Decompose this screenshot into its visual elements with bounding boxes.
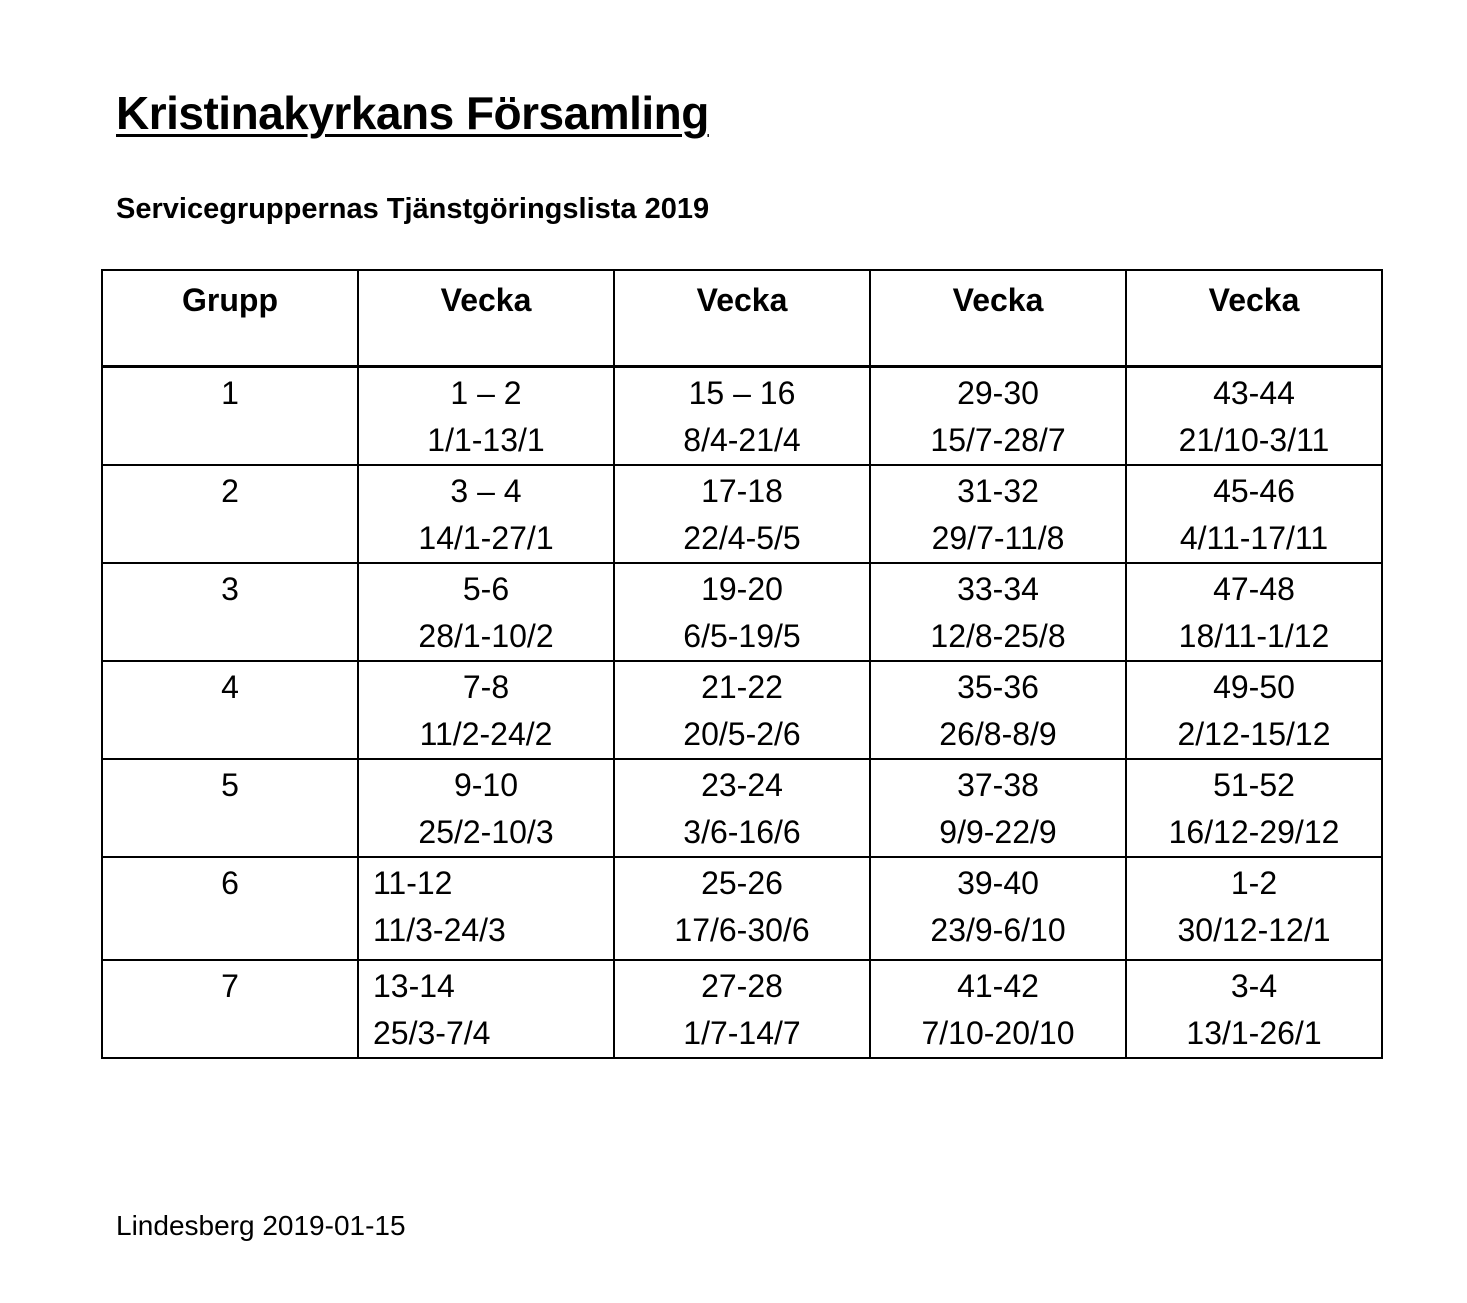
week-cell bbox=[870, 759, 1126, 857]
header-week-2: Vecka bbox=[614, 270, 870, 366]
week-range: 49-50 bbox=[1213, 668, 1295, 705]
week-range: 7-8 bbox=[462, 668, 510, 705]
week-range: 17-18 bbox=[701, 472, 783, 509]
table-row bbox=[102, 465, 1382, 563]
date-range: 12/8-25/8 bbox=[930, 617, 1066, 654]
date-range: 30/12-12/1 bbox=[1177, 911, 1331, 948]
week-range: 21-22 bbox=[701, 668, 783, 705]
date-range: 16/12-29/12 bbox=[1168, 813, 1340, 850]
week-cell bbox=[870, 960, 1126, 1058]
week-range: 43-44 bbox=[1213, 374, 1295, 411]
week-range: 25-26 bbox=[701, 864, 783, 901]
group-number: 7 bbox=[102, 960, 358, 1058]
date-range: 26/8-8/9 bbox=[939, 715, 1057, 752]
date-range: 25/3-7/4 bbox=[373, 1014, 491, 1051]
week-range: 11-12 bbox=[373, 864, 453, 901]
week-cell bbox=[870, 563, 1126, 661]
date-range: 25/2-10/3 bbox=[418, 813, 554, 850]
header-group: Grupp bbox=[102, 270, 358, 366]
week-range: 31-32 bbox=[957, 472, 1039, 509]
week-cell bbox=[870, 857, 1126, 960]
week-cell bbox=[358, 857, 614, 960]
date-range: 4/11-17/11 bbox=[1179, 519, 1329, 556]
week-range: 13-14 bbox=[373, 967, 455, 1004]
week-range: 37-38 bbox=[957, 766, 1039, 803]
table-body bbox=[102, 366, 1382, 1058]
week-cell bbox=[1126, 465, 1382, 563]
date-range: 1/1-13/1 bbox=[427, 421, 545, 458]
table-header bbox=[102, 270, 1382, 366]
date-range: 23/9-6/10 bbox=[930, 911, 1066, 948]
week-cell bbox=[358, 563, 614, 661]
date-range: 13/1-26/1 bbox=[1186, 1014, 1322, 1051]
week-range: 35-36 bbox=[957, 668, 1039, 705]
group-number: 4 bbox=[102, 661, 358, 759]
table-row bbox=[102, 661, 1382, 759]
footer-place-date: Lindesberg 2019-01-15 bbox=[116, 1210, 406, 1241]
week-range: 45-46 bbox=[1213, 472, 1295, 509]
week-range: 23-24 bbox=[701, 766, 783, 803]
date-range: 8/4-21/4 bbox=[683, 421, 801, 458]
week-cell bbox=[358, 661, 614, 759]
schedule-table bbox=[101, 269, 1383, 1059]
week-cell bbox=[614, 465, 870, 563]
table-row bbox=[102, 960, 1382, 1058]
group-number: 2 bbox=[102, 465, 358, 563]
week-range: 19-20 bbox=[701, 570, 783, 607]
week-cell bbox=[358, 960, 614, 1058]
header-week-1: Vecka bbox=[358, 270, 614, 366]
group-number: 3 bbox=[102, 563, 358, 661]
week-range: 39-40 bbox=[957, 864, 1039, 901]
date-range: 20/5-2/6 bbox=[683, 715, 801, 752]
week-cell bbox=[614, 563, 870, 661]
date-range: 6/5-19/5 bbox=[683, 617, 801, 654]
date-range: 17/6-30/6 bbox=[674, 911, 810, 948]
table-row bbox=[102, 857, 1382, 960]
header-week-3: Vecka bbox=[870, 270, 1126, 366]
week-cell bbox=[358, 366, 614, 465]
date-range: 11/3-24/3 bbox=[373, 911, 506, 948]
date-range: 29/7-11/8 bbox=[931, 519, 1065, 556]
week-cell bbox=[1126, 960, 1382, 1058]
week-range: 3 – 4 bbox=[450, 472, 522, 509]
page-title: Kristinakyrkans Församling bbox=[116, 87, 709, 139]
week-range: 51-52 bbox=[1213, 766, 1295, 803]
header-row bbox=[102, 270, 1382, 366]
week-range: 3-4 bbox=[1230, 967, 1278, 1004]
group-number: 6 bbox=[102, 857, 358, 960]
table-row bbox=[102, 759, 1382, 857]
week-range: 47-48 bbox=[1213, 570, 1295, 607]
week-cell bbox=[358, 465, 614, 563]
week-range: 9-10 bbox=[453, 766, 519, 803]
date-range: 2/12-15/12 bbox=[1177, 715, 1331, 752]
date-range: 3/6-16/6 bbox=[683, 813, 801, 850]
page-subtitle: Servicegruppernas Tjänstgöringslista 2019 bbox=[116, 193, 710, 225]
date-range: 15/7-28/7 bbox=[930, 421, 1066, 458]
week-range: 33-34 bbox=[957, 570, 1039, 607]
week-cell bbox=[870, 465, 1126, 563]
week-cell bbox=[358, 759, 614, 857]
week-range: 29-30 bbox=[957, 374, 1039, 411]
date-range: 11/2-24/2 bbox=[419, 715, 553, 752]
date-range: 28/1-10/2 bbox=[418, 617, 554, 654]
table-row bbox=[102, 563, 1382, 661]
date-range: 1/7-14/7 bbox=[683, 1014, 801, 1051]
week-range: 41-42 bbox=[957, 967, 1039, 1004]
week-cell bbox=[614, 857, 870, 960]
week-cell bbox=[614, 366, 870, 465]
week-cell bbox=[614, 759, 870, 857]
week-cell bbox=[1126, 563, 1382, 661]
table-row bbox=[102, 366, 1382, 465]
week-cell bbox=[870, 661, 1126, 759]
week-range: 1 – 2 bbox=[450, 374, 522, 411]
week-cell bbox=[1126, 857, 1382, 960]
week-cell bbox=[1126, 759, 1382, 857]
week-range: 27-28 bbox=[701, 967, 783, 1004]
date-range: 22/4-5/5 bbox=[683, 519, 801, 556]
date-range: 9/9-22/9 bbox=[939, 813, 1057, 850]
date-range: 18/11-1/12 bbox=[1178, 617, 1330, 654]
week-cell bbox=[614, 960, 870, 1058]
week-cell bbox=[614, 661, 870, 759]
week-range: 15 – 16 bbox=[688, 374, 796, 411]
week-cell bbox=[1126, 366, 1382, 465]
date-range: 7/10-20/10 bbox=[921, 1014, 1075, 1051]
date-range: 21/10-3/11 bbox=[1178, 421, 1330, 458]
week-range: 1-2 bbox=[1230, 864, 1278, 901]
week-cell bbox=[1126, 661, 1382, 759]
group-number: 1 bbox=[102, 366, 358, 465]
group-number: 5 bbox=[102, 759, 358, 857]
date-range: 14/1-27/1 bbox=[418, 519, 554, 556]
week-range: 5-6 bbox=[462, 570, 510, 607]
week-cell bbox=[870, 366, 1126, 465]
header-week-4: Vecka bbox=[1126, 270, 1382, 366]
